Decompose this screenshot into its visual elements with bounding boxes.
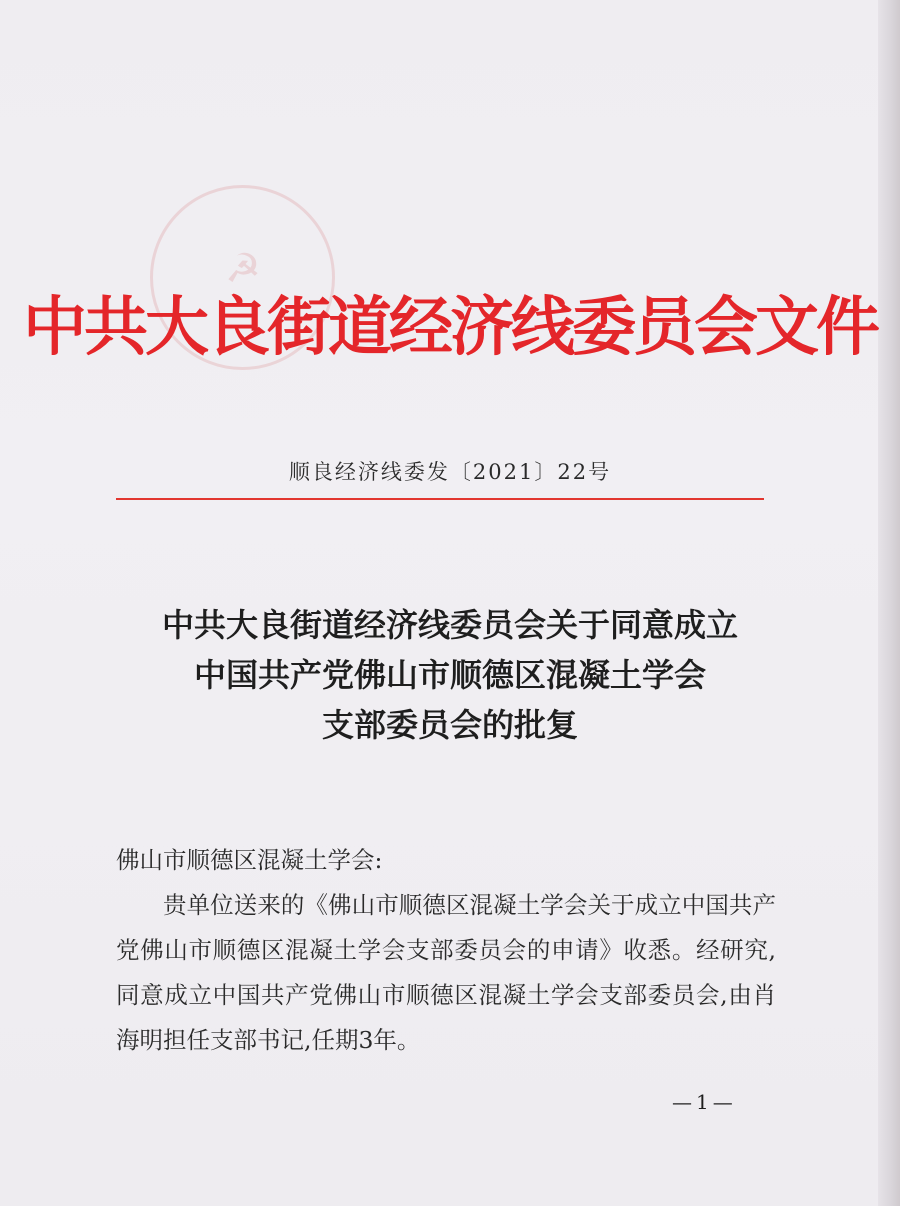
document-masthead: 中共大良街道经济线委员会文件 [23, 290, 877, 365]
salutation: 佛山市顺德区混凝土学会: [116, 846, 383, 874]
document-body [116, 838, 776, 1063]
title-line-1: 中共大良街道经济线委员会关于同意成立 [161, 606, 738, 644]
title-line-2: 中国共产党佛山市顺德区混凝土学会 [193, 656, 706, 694]
document-title [0, 600, 900, 750]
page-number: —1— [672, 1090, 737, 1114]
body-paragraph: 贵单位送来的《佛山市顺德区混凝土学会关于成立中国共产党佛山市顺德区混凝土学会支部委员会的申请》收悉。经研究,同意成立中国共产党佛山市顺德区混凝土学会支部委员会,由肖海明担任支部书记,任期3年。 [116, 891, 776, 1054]
emblem-icon: ☭ [225, 246, 261, 292]
document-number: 顺良经济线委发〔2021〕22号 [288, 460, 612, 484]
red-divider-line [116, 498, 764, 500]
title-line-3: 支部委员会的批复 [321, 706, 578, 744]
